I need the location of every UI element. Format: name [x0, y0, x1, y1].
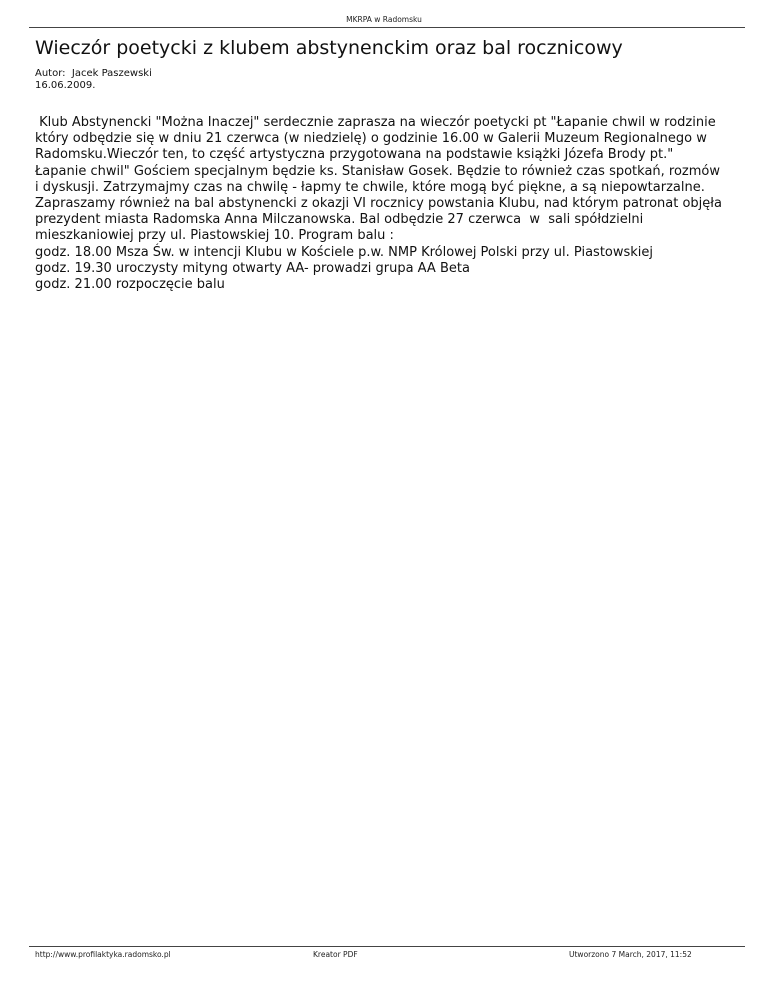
body-line: mieszkaniowiej przy ul. Piastowskiej 10. Program balu :: [35, 228, 394, 244]
body-line: prezydent miasta Radomska Anna Milczanowska. Bal odbędzie 27 czerwca w sali spółdzielni: [35, 212, 644, 228]
body-line: i dyskusji. Zatrzymajmy czas na chwilę - łapmy te chwile, które mogą być piękne, a są niepowtarzalne.: [35, 179, 705, 195]
body-line: Zapraszamy również na bal abstynencki z okazji VI rocznicy powstania Klubu, nad którym patronat objęła: [35, 196, 722, 212]
body-line: który odbędzie się w dniu 21 czerwca (w niedzielę) o godzinie 16.00 w Galerii Muzeum Regionalnego w: [35, 131, 707, 147]
footer-generator: Kreator PDF: [313, 950, 358, 959]
footer-divider: [29, 946, 745, 947]
header-divider: [29, 27, 745, 28]
header-site-name: MKRPA w Radomsku: [346, 15, 422, 24]
footer-url[interactable]: http://www.profilaktyka.radomsko.pl: [35, 950, 171, 959]
body-line: Radomsku.Wieczór ten, to część artystyczna przygotowana na podstawie książki Józefa Brody pt.": [35, 147, 674, 163]
author-line: Autor: Jacek Paszewski: [35, 68, 152, 79]
program-item: godz. 18.00 Msza Św. w intencji Klubu w Kościele p.w. NMP Królowej Polski przy ul. Piastowskiej: [35, 244, 654, 260]
article-title: Wieczór poetycki z klubem abstynenckim oraz bal rocznicowy: [35, 37, 623, 59]
article-date: 16.06.2009.: [35, 80, 96, 91]
footer-created-date: Utworzono 7 March, 2017, 11:52: [569, 950, 692, 959]
program-item: godz. 19.30 uroczysty mityng otwarty AA- prowadzi grupa AA Beta: [35, 260, 470, 276]
body-line: Klub Abstynencki "Można Inaczej" serdecznie zaprasza na wieczór poetycki pt "Łapanie chwil w rodzinie: [35, 115, 716, 130]
body-line: Łapanie chwil" Gościem specjalnym będzie ks. Stanisław Gosek. Będzie to również czas spotkań, rozmów: [35, 163, 721, 179]
article-body: [35, 115, 730, 293]
article-meta: [35, 68, 152, 92]
program-item: godz. 21.00 rozpoczęcie balu: [35, 277, 225, 293]
